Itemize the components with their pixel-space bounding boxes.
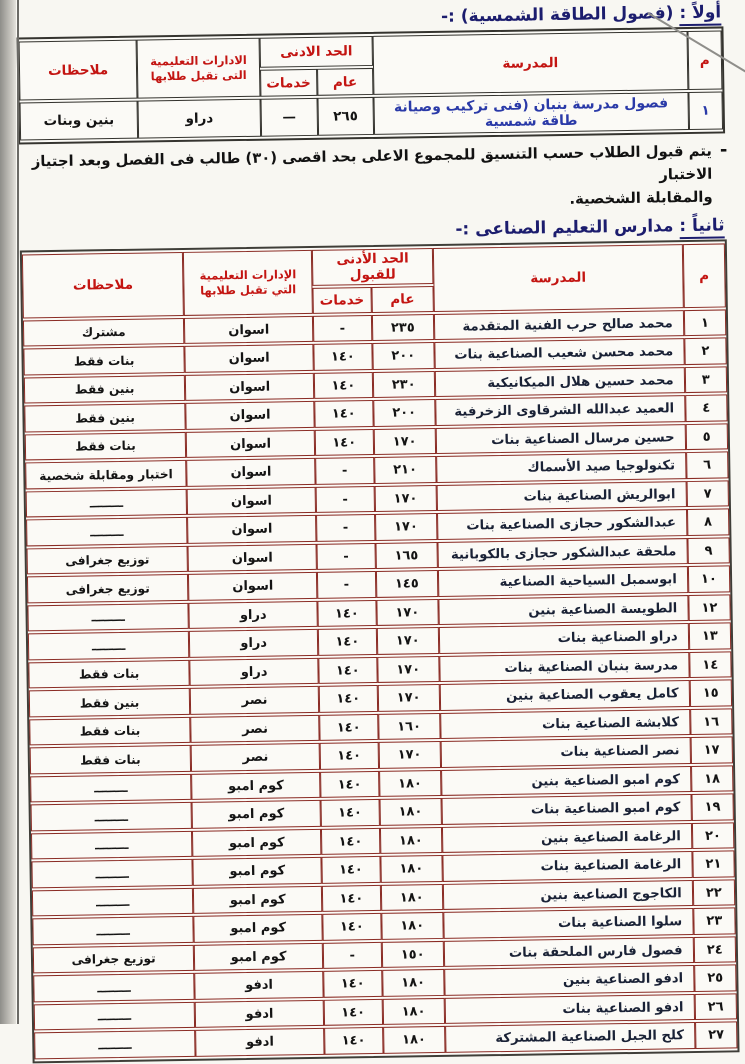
cell-row-number: ١٤ [689,651,732,678]
cell-services-score: ١٤٠ [321,799,380,826]
cell-admin: ادفو [195,1000,324,1029]
cell-services-score: ١٤٠ [317,600,376,627]
cell-admin: ادفو [195,1028,324,1057]
cell-admin: كوم امبو [193,886,322,915]
cell-notes: ــــــــ [31,831,193,860]
cell-services-score: ١٤٠ [315,429,374,456]
cell-school-name: محمد صالح حرب الفنية المتقدمة [434,310,684,340]
cell-admin: كوم امبو [194,943,323,972]
cell-notes: ــــــــ [26,517,188,546]
cell-general-score: ١٥٠ [381,941,444,968]
cell-school-name: مدرسة بنبان الصناعية بنات [439,652,689,682]
cell-admin: اسوان [185,373,314,402]
cell-notes: بنين فقط [24,403,186,432]
cell-school-name: الطويسة الصناعية بنين [438,595,688,625]
t1-header-general: عام [317,68,374,96]
cell-services-score: ١٤٠ [319,714,378,741]
note-text-line2: والمقابلة الشخصية. [569,188,713,208]
cell-admin: دراو [138,99,262,139]
t1-header-services: خدمات [260,69,317,97]
t1-header-num: م [687,30,722,90]
cell-admin: كوم امبو [191,772,320,801]
cell-general-score: ١٨٠ [382,969,445,996]
cell-school-name: ابوالريش الصناعية بنات [437,481,687,511]
cell-notes: ــــــــ [31,802,193,831]
cell-general-score: ١٧٠ [377,684,440,711]
cell-row-number: ٢١ [692,851,735,878]
cell-general-score: ٢٣٥ [371,314,434,341]
cell-general-score: ٢١٠ [374,456,437,483]
industrial-schools-table [20,239,740,1063]
t1-header-admin [137,38,261,99]
cell-general-score: ١٧٠ [375,513,438,540]
cell-admin: اسوان [187,487,316,516]
cell-general-score: ١٧٠ [376,627,439,654]
cell-notes: مشترك [23,318,185,347]
cell-general-score: ١٨٠ [380,855,443,882]
cell-notes: بنات فقط [29,717,191,746]
cell-row-number: ٧ [686,480,729,507]
cell-notes: ــــــــ [32,888,194,917]
t2-header-minimum: الحد الأدنى للقبول [312,248,433,286]
cell-row-number: ٥ [685,423,728,450]
cell-services-score: ١٤٠ [322,913,381,940]
cell-services-score: - [316,486,375,513]
t2-header-admin-line2: التي تقبل طلابها [200,281,297,298]
cell-services-score: - [317,543,376,570]
section2-heading-lead: ثانياً : [679,215,725,239]
cell-notes: توزيع جغرافى [27,574,189,603]
cell-row-number: ٢ [684,338,727,365]
cell-notes: بنين فقط [24,375,186,404]
cell-notes: بنات فقط [23,346,185,375]
cell-notes: ــــــــ [28,631,190,660]
cell-row-number: ٢٠ [692,822,735,849]
cell-admin: اسوان [184,316,313,345]
cell-school-name: الكاجوج الصناعية بنين [443,880,693,910]
cell-services-score: ١٤٠ [324,999,383,1026]
cell-row-number: ١٠ [688,566,731,593]
cell-admin: اسوان [188,572,317,601]
cell-general-score: ١٧٠ [376,599,439,626]
cell-notes: اختبار ومقابلة شخصية [25,460,187,489]
cell-services-score: ١٤٠ [320,771,379,798]
cell-general-score: ١٨٠ [383,1026,446,1053]
t2-header-general: عام [371,286,434,313]
cell-row-number: ١٥ [689,680,732,707]
cell-admin: دراو [189,601,318,630]
section1-heading-lead: أولاً : [679,2,721,26]
t2-header-school: المدرسة [433,244,684,312]
t1-header-admin-line2: التى تقبل طلابها [150,67,247,83]
cell-services-score: ١٤٠ [321,828,380,855]
cell-services-score: - [316,514,375,541]
t1-header-admin-line1: الادارات التعليمية [150,53,247,69]
cell-row-number: ٩ [687,537,730,564]
cell-admin: نصر [191,743,320,772]
cell-notes: ــــــــ [32,916,194,945]
cell-general-score: ١٦٥ [375,542,438,569]
cell-school-name: محمد محسن شعيب الصناعية بنات [434,338,684,368]
cell-row-number: ٢٧ [695,1022,738,1049]
cell-row-number: ١٧ [690,737,733,764]
cell-row-number: ١ [684,309,727,336]
cell-general-score: ١٨٠ [379,827,442,854]
industrial-table-body [23,309,738,1059]
cell-row-number: ٦ [686,452,729,479]
t2-header-num: م [683,243,726,308]
cell-school-name: فصول مدرسة بنبان (فنى تركيب وصيانة طاقة شمسية [374,92,689,135]
cell-services-score: ١٤٠ [313,343,372,370]
cell-services-score: ١٤٠ [314,400,373,427]
note-text [2,141,713,221]
section1-heading-rest: (فصول الطاقة الشمسية) :- [440,3,680,27]
cell-notes: بنات فقط [28,660,190,689]
t2-header-notes: ملاحظات [22,252,184,319]
cell-school-name: كوم امبو الصناعية بنات [441,794,691,824]
cell-admin: اسوان [187,515,316,544]
cell-services-score: ١٤٠ [318,628,377,655]
cell-admin: اسوان [185,401,314,430]
cell-notes: توزيع جغرافى [27,546,189,575]
cell-row-number: ٣ [684,366,727,393]
cell-school-name: ملحقة عبدالشكور حجازى بالكوبانية [437,538,687,568]
cell-school-name: تكنولوجيا صيد الأسماك [436,452,686,482]
cell-notes: ــــــــ [31,859,193,888]
cell-notes: ــــــــ [34,1030,196,1059]
t1-header-school: المدرسة [373,31,689,95]
cell-row-number: ١٨ [691,765,734,792]
cell-school-name: محمد حسين هلال الميكانيكية [435,367,685,397]
cell-general-score: ١٧٠ [373,428,436,455]
cell-row-number: ٤ [685,395,728,422]
cell-school-name: سلوا الصناعية بنات [443,908,693,938]
t2-header-admin [183,250,313,316]
section2-heading-rest: مدارس التعليم الصناعى :- [455,215,680,240]
acceptance-note [2,140,728,220]
cell-admin: اسوان [186,458,315,487]
cell-row-number: ٢٥ [694,965,737,992]
cell-row-number: ٢٣ [693,908,736,935]
cell-school-name: ابوسمبل السياحية الصناعية [438,566,688,596]
cell-admin: اسوان [188,544,317,573]
cell-general-score: ٢٠٠ [372,342,435,369]
cell-services-score: ١٤٠ [319,685,378,712]
cell-school-name: كلح الجبل الصناعية المشتركة [445,1022,695,1052]
note-bullet-dash: - [719,139,728,161]
cell-services-score: - [323,942,382,969]
cell-services-score: ١٤٠ [324,1027,383,1054]
note-text-line1: يتم قبول الطلاب حسب التنسيق للمجموع الاعلى بحد اقصى (٣٠) طالب فى الفصل وبعد اجتياز الاختبار [31,142,713,184]
cell-school-name: ادفو الصناعية بنات [445,994,695,1024]
cell-row-number: ٨ [687,509,730,536]
cell-services-score: - [313,315,372,342]
cell-services-score: ١٤٠ [318,657,377,684]
cell-notes: توزيع جغرافى [33,945,195,974]
t2-header-admin-line1: الإدارات التعليمية [199,267,297,284]
cell-school-name: نصر الصناعية بنات [441,737,691,767]
cell-general-score: ١٨٠ [381,912,444,939]
cell-services-score: ١٤٠ [322,885,381,912]
cell-row-number: ٢٢ [693,879,736,906]
cell-notes: ــــــــ [33,973,195,1002]
cell-notes: ــــــــ [30,774,192,803]
cell-general-score: ٢٣٠ [372,371,435,398]
cell-general-score: ١٧٠ [377,656,440,683]
cell-admin: دراو [189,658,318,687]
cell-services-score: ١٤٠ [322,856,381,883]
t1-header-minimum: الحد الادنى [260,36,373,68]
cell-school-name: دراو الصناعية بنات [439,623,689,653]
cell-row-number: ١٩ [691,794,734,821]
cell-general-score: ١٦٠ [378,713,441,740]
cell-services-score: ١٤٠ [323,970,382,997]
cell-school-name: عبدالشكور حجازى الصناعية بنات [437,509,687,539]
cell-row-number: ١٦ [690,708,733,735]
cell-school-name: الرغامة الصناعية بنين [442,823,692,853]
cell-row-number: ١٣ [688,623,731,650]
cell-general-score: ٢٦٥ [317,97,374,136]
cell-row-number: ١ [688,91,723,130]
cell-admin: ادفو [194,971,323,1000]
cell-general-score: ١٤٥ [375,570,438,597]
cell-admin: كوم امبو [193,857,322,886]
cell-services-score: ١٤٠ [320,742,379,769]
cell-services-score: ١٤٠ [314,372,373,399]
scan-edge-shadow [0,0,16,1024]
cell-general-score: ١٧٠ [374,485,437,512]
cell-school-name: ادفو الصناعية بنين [444,965,694,995]
cell-school-name: كلابشة الصناعية بنات [440,709,690,739]
cell-school-name: فصول فارس الملحقة بنات [444,937,694,967]
cell-row-number: ٢٦ [694,993,737,1020]
scan-edge-line [17,0,19,1024]
cell-admin: دراو [189,629,318,658]
solar-classes-table [17,26,726,144]
cell-admin: اسوان [186,430,315,459]
cell-notes: بنين وبنات [20,101,139,141]
cell-services-score: — [261,98,318,137]
cell-admin: نصر [190,686,319,715]
t1-header-notes: ملاحظات [19,40,138,101]
cell-row-number: ١٢ [688,594,731,621]
cell-notes: ــــــــ [34,1002,196,1031]
cell-school-name: حسين مرسال الصناعية بنات [436,424,686,454]
cell-school-name: كوم امبو الصناعية بنين [441,766,691,796]
cell-admin: كوم امبو [192,829,321,858]
cell-notes: بنات فقط [25,432,187,461]
cell-school-name: الرغامة الصناعية بنات [442,851,692,881]
cell-notes: بنات فقط [30,745,192,774]
cell-admin: نصر [190,715,319,744]
cell-school-name: العميد عبدالله الشرقاوى الزخرفية [435,395,685,425]
t2-header-services: خدمات [313,287,372,314]
cell-general-score: ١٨٠ [379,798,442,825]
cell-admin: كوم امبو [194,914,323,943]
cell-school-name: كامل يعقوب الصناعية بنين [440,680,690,710]
cell-general-score: ١٨٠ [379,770,442,797]
cell-general-score: ٢٠٠ [373,399,436,426]
cell-services-score: - [315,457,374,484]
cell-notes: ــــــــ [27,603,189,632]
cell-admin: كوم امبو [192,800,321,829]
cell-admin: اسوان [185,344,314,373]
cell-general-score: ١٨٠ [382,998,445,1025]
cell-notes: بنين فقط [29,688,191,717]
cell-general-score: ١٨٠ [380,884,443,911]
cell-services-score: - [317,571,376,598]
cell-row-number: ٢٤ [693,936,736,963]
cell-general-score: ١٧٠ [378,741,441,768]
cell-notes: ــــــــ [26,489,188,518]
